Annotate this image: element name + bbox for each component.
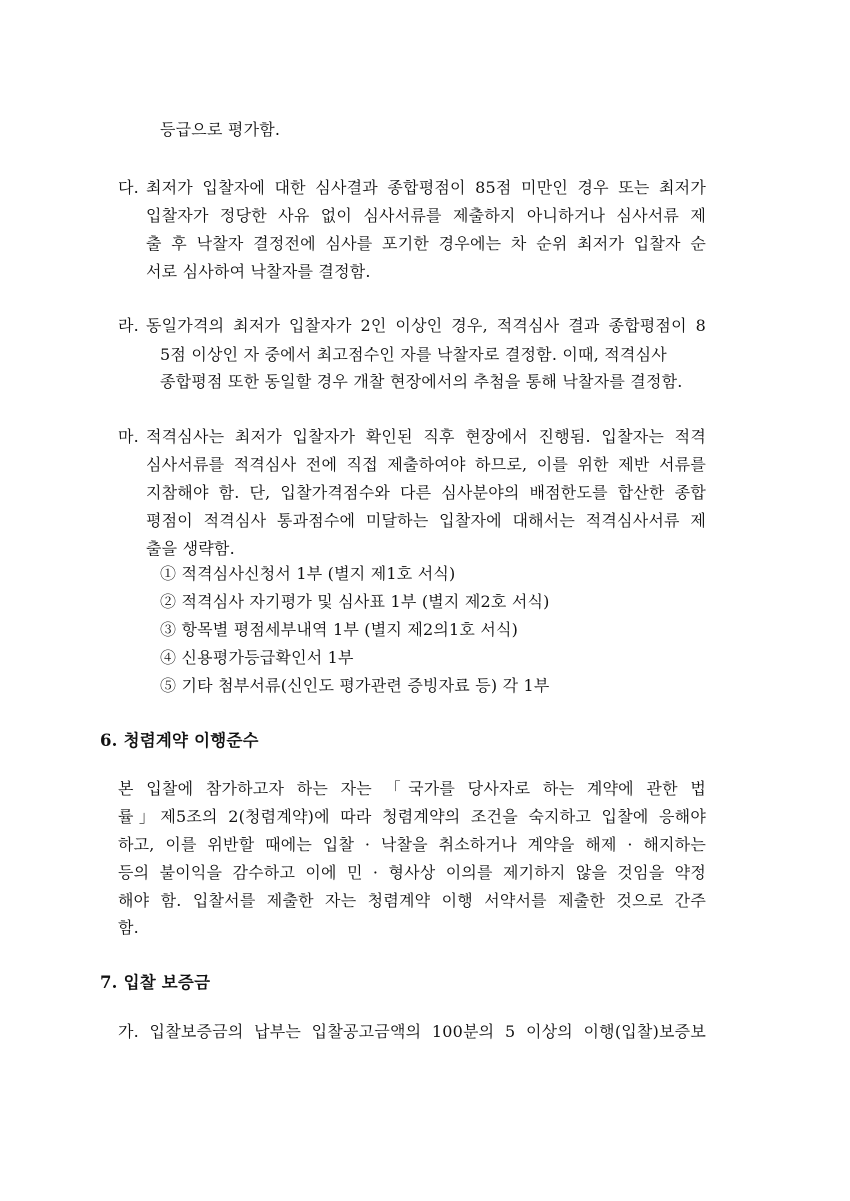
section-6-line: 등의 불이익을 감수하고 이에 민 · 형사상 이의를 제기하지 않을 것임을 약정: [118, 863, 706, 882]
item-ma-marker: 마.: [118, 427, 139, 446]
item-da-line: 입찰자가 정당한 사유 없이 심사서류를 제출하지 아니하거나 심사서류 제: [146, 206, 706, 225]
item-ra-line: 동일가격의 최저가 입찰자가 2인 이상인 경우, 적격심사 결과 종합평점이 8: [146, 316, 706, 335]
item-ra-line: 종합평점 또한 동일할 경우 개찰 현장에서의 추첨을 통해 낙찰자를 결정함.: [160, 372, 683, 391]
item-ma-line: 지참해야 함. 단, 입찰가격점수와 다른 심사분야의 배점한도를 합산한 종합: [146, 483, 706, 502]
section-6-line: 하고, 이를 위반할 때에는 입찰 · 낙찰을 취소하거나 계약을 해제 · 해지하는: [118, 835, 706, 854]
item-da-line: 서로 심사하여 낙찰자를 결정함.: [146, 262, 371, 281]
section-6-line: 함.: [118, 918, 139, 937]
item-ra-line: 5점 이상인 자 중에서 최고점수인 자를 낙찰자로 결정함. 이때, 적격심사: [160, 345, 667, 364]
section-7-title: 7. 입찰 보증금: [100, 973, 211, 992]
section-6-line: 률」제5조의 2(청렴계약)에 따라 청렴계약의 조건을 숙지하고 입찰에 응해야: [118, 807, 706, 826]
document-list-item: ③ 항목별 평점세부내역 1부 (별지 제2의1호 서식): [160, 620, 519, 639]
document-list-item: ① 적격심사신청서 1부 (별지 제1호 서식): [160, 564, 456, 583]
section-6-line: 해야 함. 입찰서를 제출한 자는 청렴계약 이행 서약서를 제출한 것으로 간주: [118, 891, 706, 910]
item-da-marker: 다.: [118, 178, 139, 197]
item-ma-line: 적격심사는 최저가 입찰자가 확인된 직후 현장에서 진행됨. 입찰자는 적격: [146, 427, 706, 446]
item-ma-line: 출을 생략함.: [146, 539, 235, 558]
section-6-title: 6. 청렴계약 이행준수: [100, 731, 259, 750]
item-ma-line: 심사서류를 적격심사 전에 직접 제출하여야 하므로, 이를 위한 제반 서류를: [146, 455, 706, 474]
item-ma-line: 평점이 적격심사 통과점수에 미달하는 입찰자에 대해서는 적격심사서류 제: [146, 511, 706, 530]
item-da-line: 최저가 입찰자에 대한 심사결과 종합평점이 85점 미만인 경우 또는 최저가: [146, 178, 706, 197]
document-list-item: ④ 신용평가등급확인서 1부: [160, 648, 354, 667]
continuation-line: 등급으로 평가함.: [160, 120, 281, 139]
document-list-item: ② 적격심사 자기평가 및 심사표 1부 (별지 제2호 서식): [160, 592, 550, 611]
item-ra-marker: 라.: [118, 316, 139, 335]
section-7-item-ga: 가. 입찰보증금의 납부는 입찰공고금액의 100분의 5 이상의 이행(입찰)보증보: [118, 1022, 706, 1041]
document-list-item: ⑤ 기타 첨부서류(신인도 평가관련 증빙자료 등) 각 1부: [160, 676, 550, 695]
section-6-line: 본 입찰에 참가하고자 하는 자는 「국가를 당사자로 하는 계약에 관한 법: [118, 779, 706, 798]
item-da-line: 출 후 낙찰자 결정전에 심사를 포기한 경우에는 차 순위 최저가 입찰자 순: [146, 234, 706, 253]
